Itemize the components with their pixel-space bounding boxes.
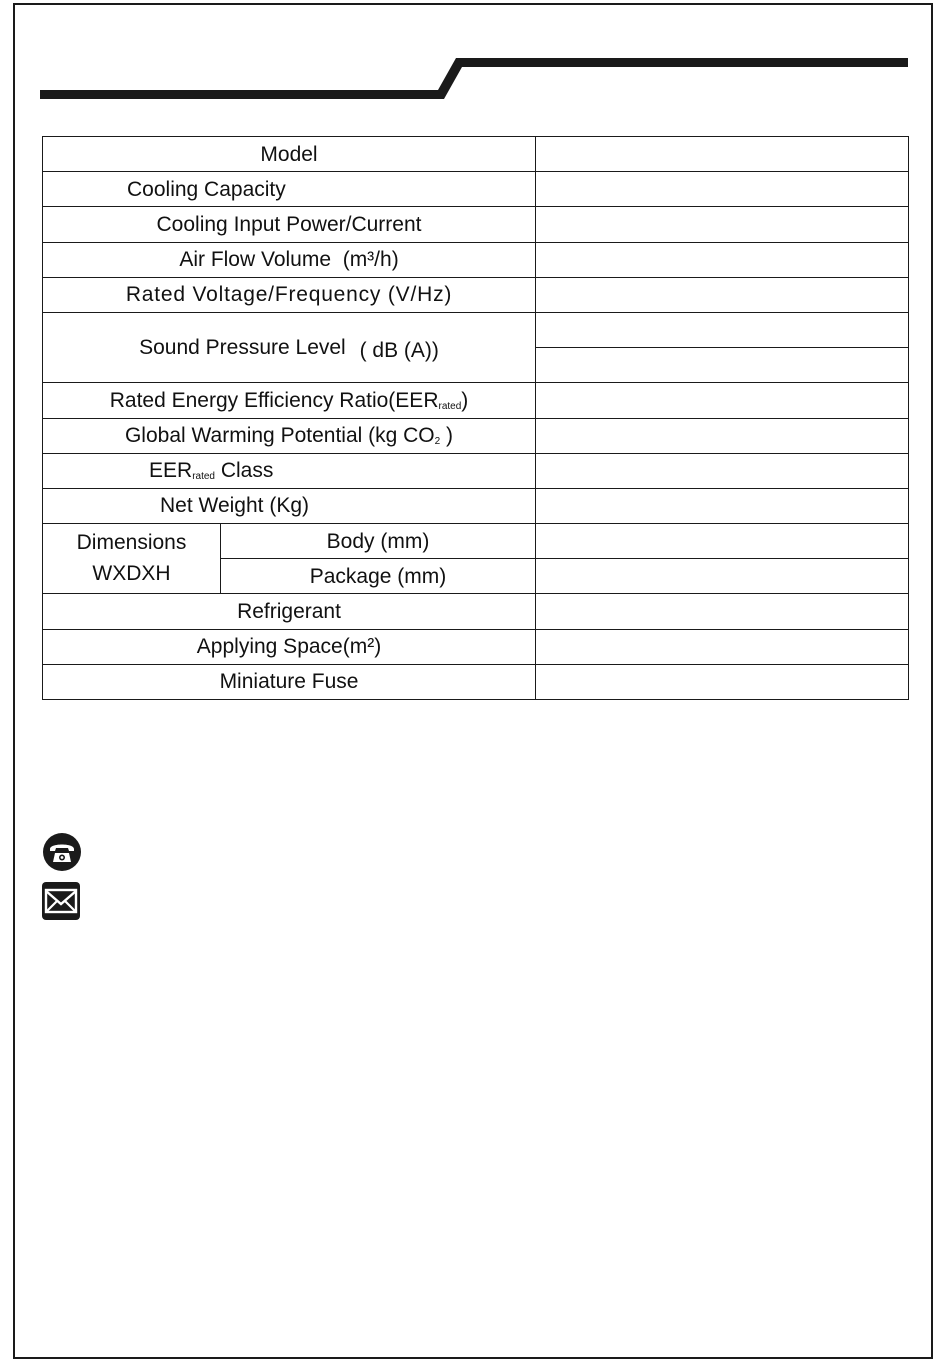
table-row-cooling-input	[43, 207, 909, 242]
table-row-eer-ratio	[43, 383, 909, 418]
net-weight-label: Net Weight (Kg)	[43, 488, 536, 523]
dimensions-text: Dimensions	[76, 531, 187, 555]
table-row-sound-pressure-1	[43, 312, 909, 347]
model-label: Model	[43, 137, 536, 172]
eer-ratio-value	[536, 383, 909, 418]
fuse-label: Miniature Fuse	[43, 664, 536, 699]
sound-pressure-label	[43, 312, 536, 382]
cooling-input-value	[536, 207, 909, 242]
eer-class-label: $EER_{rated}$ Class	[43, 453, 536, 488]
body-label: Body (mm)	[221, 524, 536, 559]
package-label: Package (mm)	[221, 559, 536, 594]
net-weight-value	[536, 488, 909, 523]
table-row-eer-class	[43, 453, 909, 488]
sound-pressure-value-1	[536, 312, 909, 347]
specification-table	[42, 136, 909, 700]
eer-ratio-subscript: rated	[438, 400, 462, 412]
air-flow-label: Air Flow Volume (m³/h)	[43, 242, 536, 277]
table-row-cooling-capacity	[43, 172, 909, 207]
gwp-subscript: 2	[434, 436, 441, 448]
cooling-input-label: Cooling Input Power/Current	[43, 207, 536, 242]
gwp-value	[536, 418, 909, 453]
cooling-capacity-value	[536, 172, 909, 207]
sound-pressure-text: Sound Pressure Level	[139, 336, 346, 360]
table-row-rated-voltage	[43, 277, 909, 312]
dimensions-label	[43, 524, 221, 594]
telephone-icon	[42, 832, 82, 872]
table-row-applying-space	[43, 629, 909, 664]
refrigerant-label: Refrigerant	[43, 594, 536, 629]
model-value	[536, 137, 909, 172]
fuse-value	[536, 664, 909, 699]
table-row-dimensions-body	[43, 524, 909, 559]
table-row-gwp	[43, 418, 909, 453]
table-row-refrigerant	[43, 594, 909, 629]
table-row-fuse	[43, 664, 909, 699]
dimensions-subtext: WXDXH	[92, 561, 171, 585]
rated-voltage-label: Rated Voltage/Frequency (V/Hz)	[43, 277, 536, 312]
eer-ratio-label: Rated Energy Efficiency $Ratio(EER_{rated})$	[43, 383, 536, 418]
applying-space-label: Applying Space(m²)	[43, 629, 536, 664]
table-row-net-weight	[43, 488, 909, 523]
refrigerant-value	[536, 594, 909, 629]
applying-space-value	[536, 629, 909, 664]
cooling-capacity-label: Cooling Capacity	[43, 172, 536, 207]
sound-pressure-value-2	[536, 348, 909, 383]
air-flow-value	[536, 242, 909, 277]
package-value	[536, 559, 909, 594]
table-row-air-flow	[43, 242, 909, 277]
sound-pressure-unit: ( dB (A))	[359, 339, 439, 363]
header-rule	[0, 0, 950, 110]
body-value	[536, 524, 909, 559]
envelope-icon	[42, 882, 80, 920]
eer-class-value	[536, 453, 909, 488]
rated-voltage-value	[536, 277, 909, 312]
gwp-label: Global Warming Potential (kg $CO_2$ )	[43, 418, 536, 453]
table-row-model	[43, 137, 909, 172]
eer-class-subscript: rated	[192, 471, 215, 483]
